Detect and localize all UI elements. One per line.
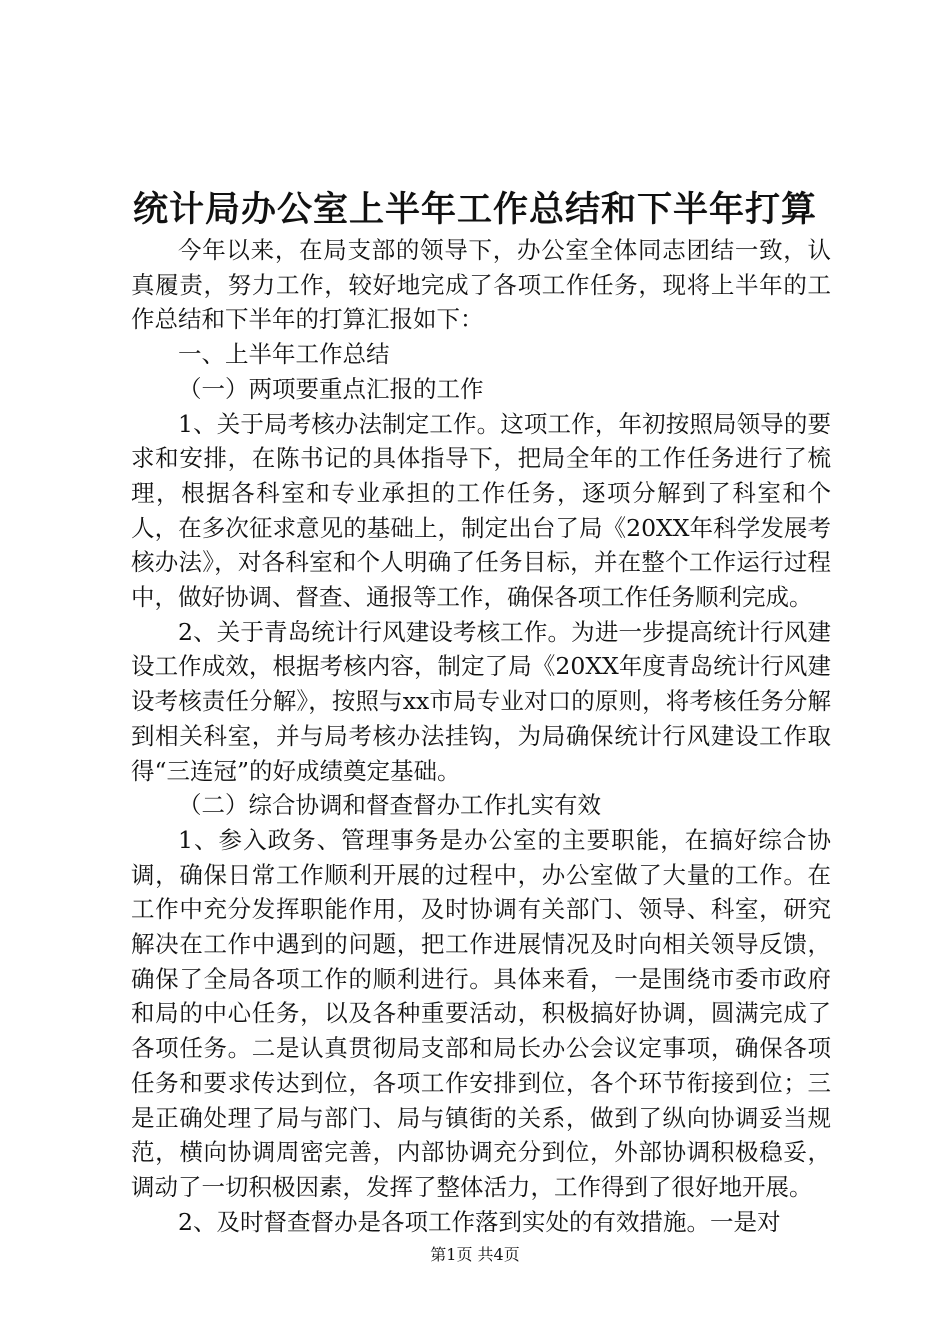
intro-paragraph: 今年以来，在局支部的领导下，办公室全体同志团结一致，认真履责，努力工作，较好地完成了各项工作任务，现将上半年的工作总结和下半年的打算汇报如下： xyxy=(131,236,831,334)
paragraph-item-2: 2、关于青岛统计行风建设考核工作。为进一步提高统计行风建设工作成效，根据考核内容，制定了局《20XX年度青岛统计行风建设考核责任分解》，按照与xx市局专业对口的原则，将考核任务分解到相关科室，并与局考核办法挂钩，为局确保统计行风建设工作取得“三连冠”的好成绩奠定基础。 xyxy=(131,617,831,785)
document-body xyxy=(131,233,831,1239)
subsection-heading-1: （一）两项要重点汇报的工作 xyxy=(178,374,484,403)
subsection-heading-2: （二）综合协调和督查督办工作扎实有效 xyxy=(178,791,601,820)
page-footer: 第1页 共4页 xyxy=(430,1245,520,1264)
section-heading-1: 一、上半年工作总结 xyxy=(178,340,390,369)
document-title: 统计局办公室上半年工作总结和下半年打算 xyxy=(132,189,817,230)
paragraph-item-3: 1、参入政务、管理事务是办公室的主要职能，在搞好综合协调，确保日常工作顺利开展的过程中，办公室做了大量的工作。在工作中充分发挥职能作用，及时协调有关部门、领导、科室，研究解决在工作中遇到的问题，把工作进展情况及时向相关领导反馈，确保了全局各项工作的顺利进行。具体来看，一是围绕市委市政府和局的中心任务，以及各种重要活动，积极搞好协调，圆满完成了各项任务。二是认真贯彻局支部和局长办公会议定事项，确保各项任务和要求传达到位，各项工作安排到位，各个环节衔接到位；三是正确处理了局与部门、局与镇街的关系，做到了纵向协调妥当规范，横向协调周密完善，内部协调充分到位，外部协调积极稳妥，调动了一切积极因素，发挥了整体活力，工作得到了很好地开展。 xyxy=(131,825,831,1201)
paragraph-item-1: 1、关于局考核办法制定工作。这项工作，年初按照局领导的要求和安排，在陈书记的具体指导下，把局全年的工作任务进行了梳理，根据各科室和专业承担的工作任务，逐项分解到了科室和个人，在多次征求意见的基础上，制定出台了局《20XX年科学发展考核办法》，对各科室和个人明确了任务目标，并在整个工作运行过程中，做好协调、督查、通报等工作，确保各项工作任务顺利完成。 xyxy=(131,409,831,612)
paragraph-item-4: 2、及时督查督办是各项工作落到实处的有效措施。一是对 xyxy=(178,1207,781,1236)
